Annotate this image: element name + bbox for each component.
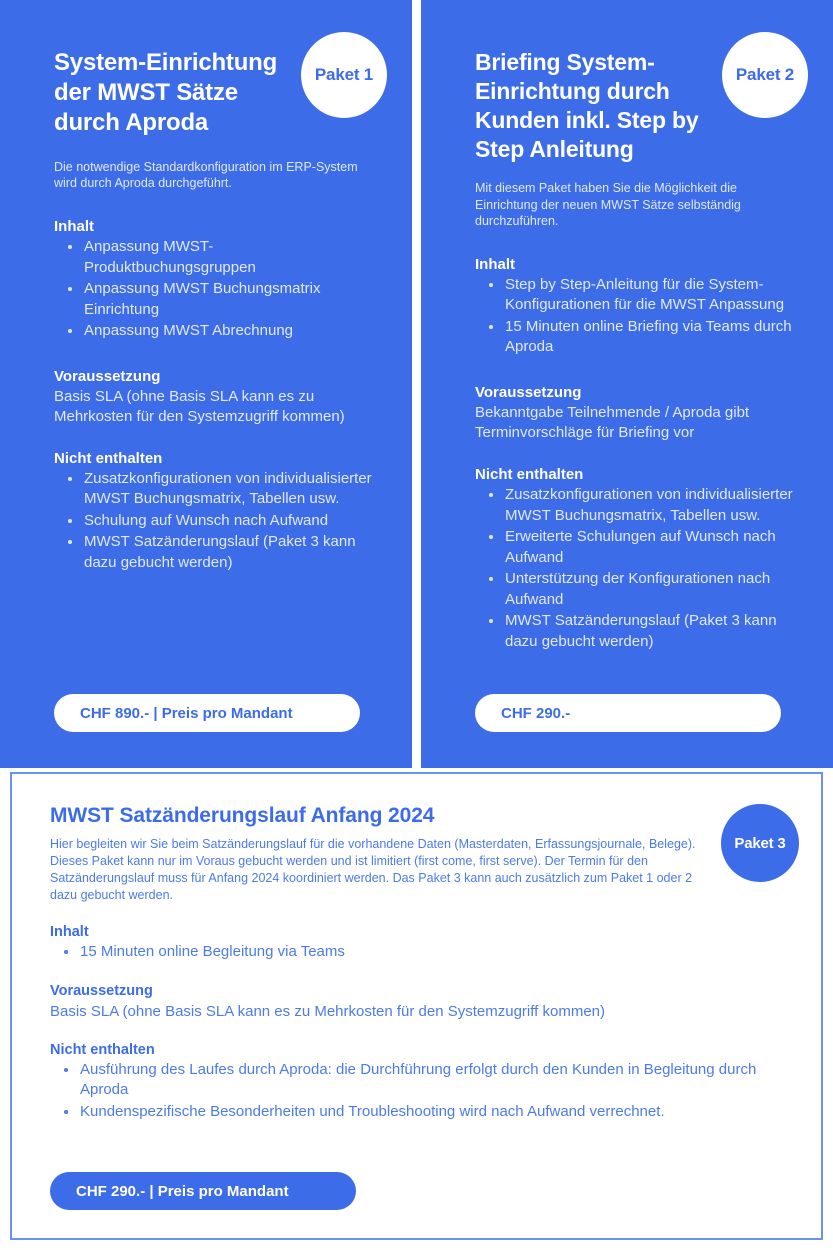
package-2-inhalt-section [475, 256, 809, 358]
list-item: 15 Minuten online Begleitung via Teams [50, 942, 791, 963]
package-1-nicht-enthalten-list [54, 469, 384, 574]
package-card-1 [0, 0, 412, 768]
list-item: Anpassung MWST-Produktbuchungsgruppen [54, 237, 384, 278]
list-item: Schulung auf Wunsch nach Aufwand [54, 511, 384, 532]
list-item: Zusatzkonfigurationen von individualisierter MWST Buchungsmatrix, Tabellen usw. [54, 469, 384, 510]
package-1-badge-label: Paket 1 [314, 65, 374, 84]
package-2-price-button[interactable]: CHF 290.- [475, 694, 781, 732]
package-2-voraussetzung-label: Voraussetzung [475, 383, 582, 401]
package-2-nicht-enthalten-list [475, 485, 809, 652]
list-item: Anpassung MWST Abrechnung [54, 321, 384, 342]
package-3-inhalt-section [50, 924, 791, 963]
package-1-voraussetzung-label: Voraussetzung [54, 367, 161, 385]
package-3-price-button[interactable]: CHF 290.- | Preis pro Mandant [50, 1172, 356, 1210]
list-item: Unterstützung der Konfigurationen nach Aufwand [475, 569, 809, 610]
package-1-inhalt-list [54, 237, 384, 342]
package-1-voraussetzung-text: Basis SLA (ohne Basis SLA kann es zu Mehrkosten für den Systemzugriff kommen) [54, 387, 345, 426]
package-1-price-button[interactable]: CHF 890.- | Preis pro Mandant [54, 694, 360, 732]
package-card-3 [10, 772, 823, 1240]
package-3-title: MWST Satzänderungslauf Anfang 2024 [50, 804, 435, 827]
package-2-title: Briefing System-Einrichtung durch Kunden inkl. Step by Step Anleitung [475, 49, 699, 162]
package-1-title: System-Einrichtung der MWST Sätze durch Aproda [54, 49, 278, 137]
list-item: Erweiterte Schulungen auf Wunsch nach Aufwand [475, 527, 809, 568]
package-2-nicht-enthalten-label: Nicht enthalten [475, 466, 584, 484]
package-1-nicht-enthalten-label: Nicht enthalten [54, 449, 163, 467]
package-2-inhalt-list [475, 275, 809, 358]
package-1-inhalt-label: Inhalt [54, 217, 94, 235]
list-item: Kundenspezifische Besonderheiten und Troubleshooting wird nach Aufwand verrechnet. [50, 1102, 791, 1123]
package-3-badge-label: Paket 3 [734, 834, 786, 852]
package-2-badge [722, 32, 808, 118]
list-item: MWST Satzänderungslauf (Paket 3 kann dazu gebucht werden) [475, 611, 809, 652]
package-2-badge-label: Paket 2 [735, 65, 795, 84]
package-2-voraussetzung-section [475, 384, 809, 444]
package-3-description: Hier begleiten wir Sie beim Satzänderungslauf für die vorhandene Daten (Masterdaten, Erfassungsjournale, Belege). Dieses Paket kann nur im Voraus gebucht werden und ist limitiert (first come, first serve). Der Termin für den Satzänderungslauf muss für Anfang 2024 koordiniert werden. Das Paket 3 kann auch zusätzlich zum Paket 1 oder 2 dazu gebucht werden. [50, 837, 696, 902]
package-card-2 [421, 0, 833, 768]
package-2-nicht-enthalten-section [475, 466, 809, 652]
package-3-nicht-enthalten-label: Nicht enthalten [50, 1041, 155, 1058]
list-item: Zusatzkonfigurationen von individualisierter MWST Buchungsmatrix, Tabellen usw. [475, 485, 809, 526]
package-1-description: Die notwendige Standardkonfiguration im ERP-System wird durch Aproda durchgeführt. [54, 159, 358, 191]
package-1-inhalt-section [54, 218, 384, 342]
package-1-voraussetzung-section [54, 368, 384, 428]
package-1-nicht-enthalten-section [54, 450, 384, 574]
package-3-nicht-enthalten-list [50, 1060, 791, 1123]
package-1-badge [301, 32, 387, 118]
list-item: 15 Minuten online Briefing via Teams durch Aproda [475, 317, 809, 358]
package-3-inhalt-label: Inhalt [50, 924, 89, 940]
package-2-description: Mit diesem Paket haben Sie die Möglichkeit die Einrichtung der neuen MWST Sätze selbständig durchzuführen. [475, 180, 741, 229]
package-2-inhalt-label: Inhalt [475, 255, 515, 273]
package-2-voraussetzung-text: Bekanntgabe Teilnehmende / Aproda gibt Terminvorschläge für Briefing vor [475, 403, 750, 442]
list-item: Step by Step-Anleitung für die System-Konfigurationen für die MWST Anpassung [475, 275, 809, 316]
package-3-nicht-enthalten-section [50, 1042, 791, 1123]
package-3-badge [721, 804, 799, 882]
list-item: MWST Satzänderungslauf (Paket 3 kann dazu gebucht werden) [54, 532, 384, 573]
list-item: Anpassung MWST Buchungsmatrix Einrichtung [54, 279, 384, 320]
package-3-voraussetzung-text: Basis SLA (ohne Basis SLA kann es zu Mehrkosten für den Systemzugriff kommen) [50, 1002, 605, 1020]
package-3-inhalt-list [50, 942, 791, 963]
package-3-voraussetzung-label: Voraussetzung [50, 982, 153, 999]
list-item: Ausführung des Laufes durch Aproda: die Durchführung erfolgt durch den Kunden in Begleitung durch Aproda [50, 1060, 791, 1101]
package-3-voraussetzung-section [50, 983, 791, 1022]
